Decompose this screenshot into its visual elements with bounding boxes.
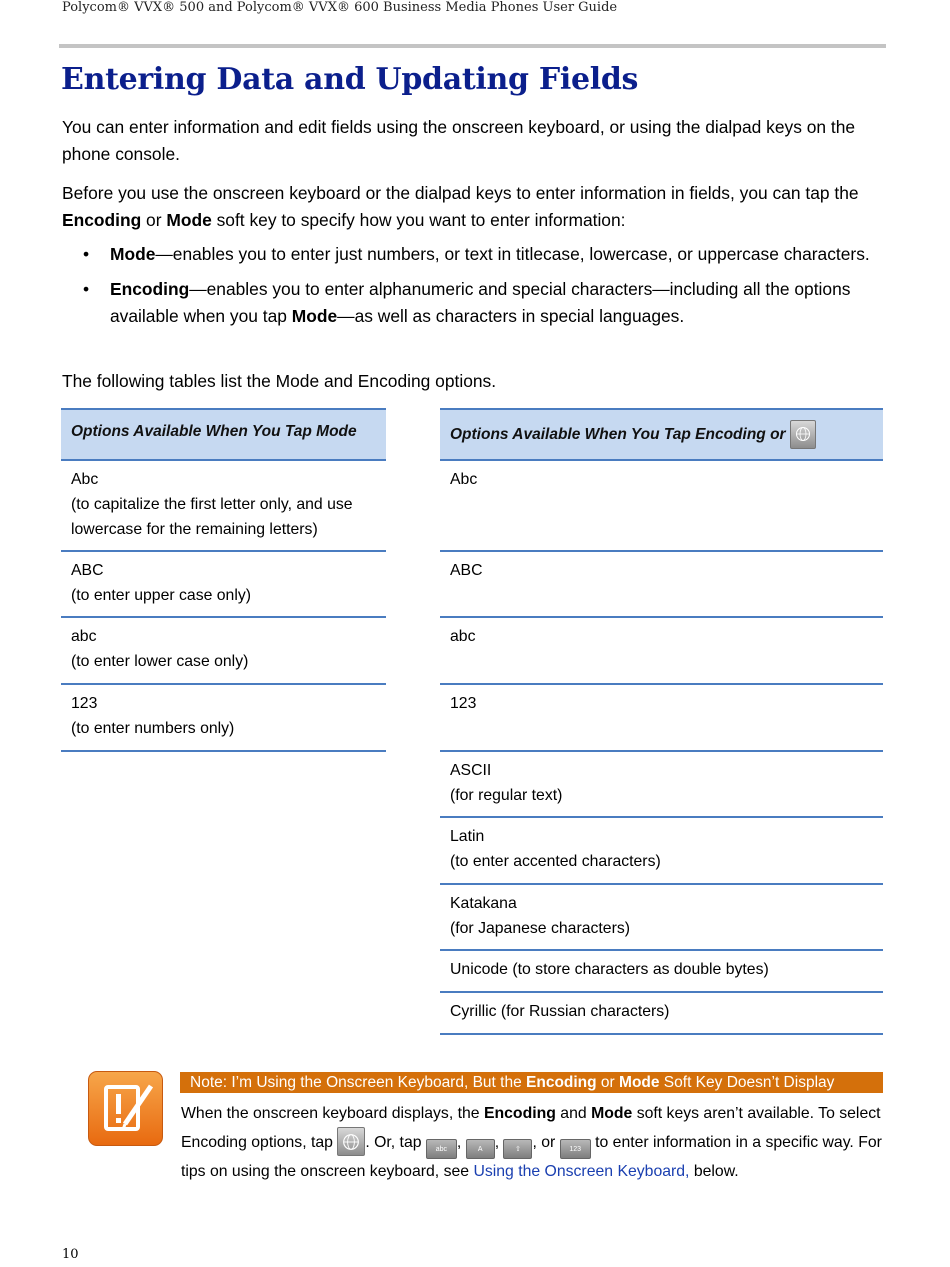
table-row: Latin (to enter accented characters)	[440, 818, 883, 885]
page-title: Entering Data and Updating Fields	[61, 62, 639, 97]
page-number: 10	[62, 1247, 79, 1262]
note-body: When the onscreen keyboard displays, the Encoding and Mode soft keys aren’t available. To select Encoding options, tap . Or, tap abc , A , ⇧ , or 123 to enter information in a specific way. For tips on using the onscreen keyboard, see Using the Onscreen Keyboard, below.	[181, 1105, 882, 1180]
abc-key-icon: abc	[426, 1139, 457, 1159]
header-rule	[59, 44, 886, 48]
table-row: ASCII (for regular text)	[440, 752, 883, 818]
onscreen-keyboard-link[interactable]: Using the Onscreen Keyboard,	[473, 1163, 690, 1180]
running-header: Polycom® VVX® 500 and Polycom® VVX® 600 Business Media Phones User Guide	[62, 0, 618, 15]
table-row: ABC (to enter upper case only)	[61, 552, 386, 618]
titlecase-key-icon: A	[466, 1139, 495, 1159]
table-row: abc	[440, 618, 883, 685]
bullet-encoding: • Encoding—enables you to enter alphanumeric and special characters—including all the options available when you tap Mode—as well as characters in special languages.	[83, 279, 851, 326]
encoding-table-header: Options Available When You Tap Encoding or	[440, 408, 883, 461]
encoding-table	[440, 408, 883, 1035]
globe-icon	[337, 1127, 365, 1156]
table-row: 123	[440, 685, 883, 752]
shift-key-icon: ⇧	[503, 1139, 532, 1159]
intro-paragraph: You can enter information and edit fields using the onscreen keyboard, or using the dialpad keys on the phone console.	[62, 117, 856, 164]
table-row: ABC	[440, 552, 883, 618]
mode-table	[61, 408, 386, 752]
instruction-paragraph: Before you use the onscreen keyboard or the dialpad keys to enter information in fields, you can tap the Encoding or Mode soft key to specify how you want to enter information:	[62, 183, 859, 230]
options-bullet-list	[62, 241, 892, 338]
note-title: Note: I’m Using the Onscreen Keyboard, But the Encoding or Mode Soft Key Doesn’t Display	[180, 1072, 883, 1093]
globe-icon	[790, 420, 816, 449]
bullet-mode: • Mode—enables you to enter just numbers, or text in titlecase, lowercase, or uppercase characters.	[83, 244, 870, 264]
numeric-key-icon: 123	[560, 1139, 591, 1159]
table-row: Abc (to capitalize the first letter only, and use lowercase for the remaining letters)	[61, 461, 386, 552]
note-pencil-icon	[88, 1071, 163, 1146]
table-row: Abc	[440, 461, 883, 552]
table-row: abc (to enter lower case only)	[61, 618, 386, 685]
table-row: 123 (to enter numbers only)	[61, 685, 386, 752]
mode-table-header: Options Available When You Tap Mode	[61, 408, 386, 461]
table-row: Katakana (for Japanese characters)	[440, 885, 883, 951]
table-row: Cyrillic (for Russian characters)	[440, 993, 883, 1035]
table-row: Unicode (to store characters as double bytes)	[440, 951, 883, 993]
tables-intro: The following tables list the Mode and Encoding options.	[62, 371, 497, 391]
